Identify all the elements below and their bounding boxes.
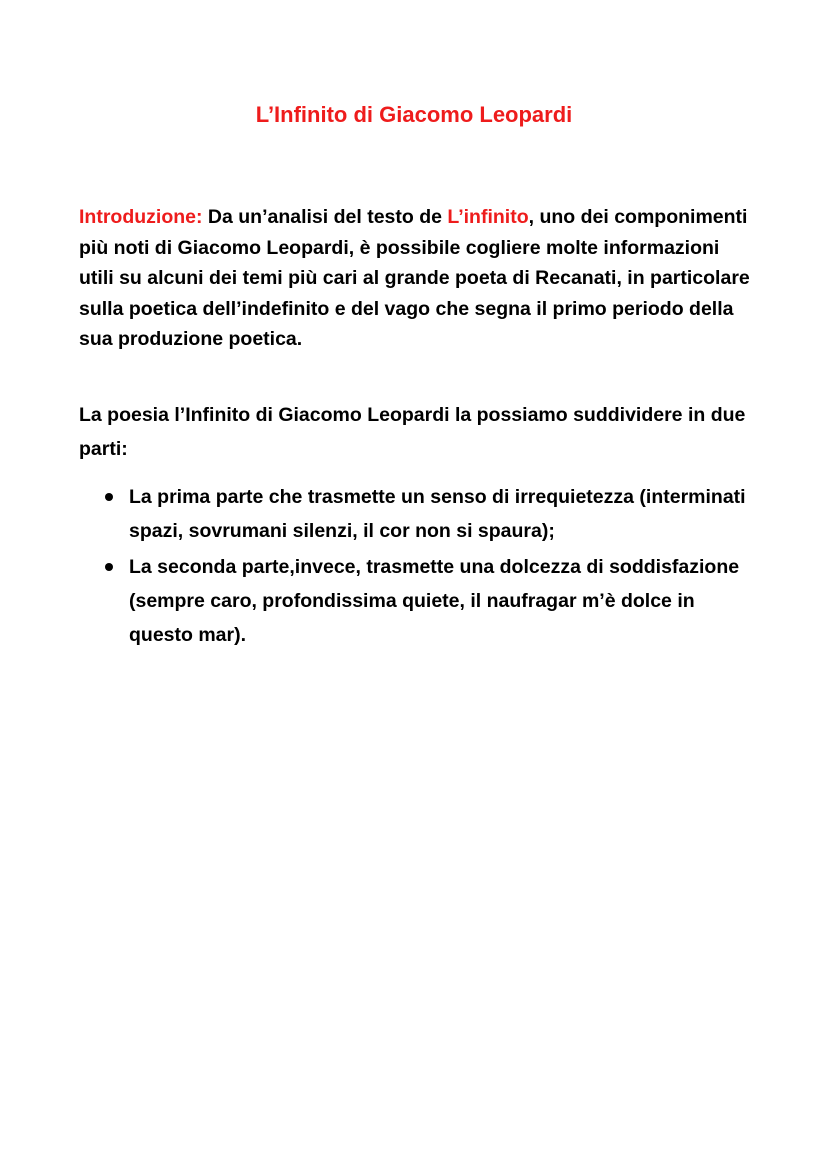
intro-label: Introduzione: [79,206,203,228]
bullet-text: La prima parte che trasmette un senso di irrequietezza (interminati spazi, sovrumani silenzi, il cor non si spaura); [129,486,746,542]
bullet-text: La seconda parte,invece, trasmette una dolcezza di soddisfazione (sempre caro, profondissima quiete, il naufragar m’è dolce in questo mar). [129,556,740,646]
intro-text-before: Da un’analisi del testo de [202,206,448,228]
bullet-list [129,480,749,654]
division-paragraph: La poesia l’Infinito di Giacomo Leopardi la possiamo suddividere in due parti: [79,404,746,460]
bullet-icon [105,493,113,501]
intro-text-after: , uno dei componimenti più noti di Giacomo Leopardi, è possibile cogliere molte informazioni utili su alcuni dei temi più cari al grande poeta di Recanati, in particolare sulla poetica dell’indefinito e del vago che segna il primo periodo della sua produzione poetica. [79,206,750,350]
bullet-icon [105,563,113,571]
list-item [129,480,749,548]
list-item [129,550,749,652]
document-title: L’Infinito di Giacomo Leopardi [255,102,573,127]
work-title: L’infinito [447,206,529,228]
intro-paragraph [79,202,759,355]
